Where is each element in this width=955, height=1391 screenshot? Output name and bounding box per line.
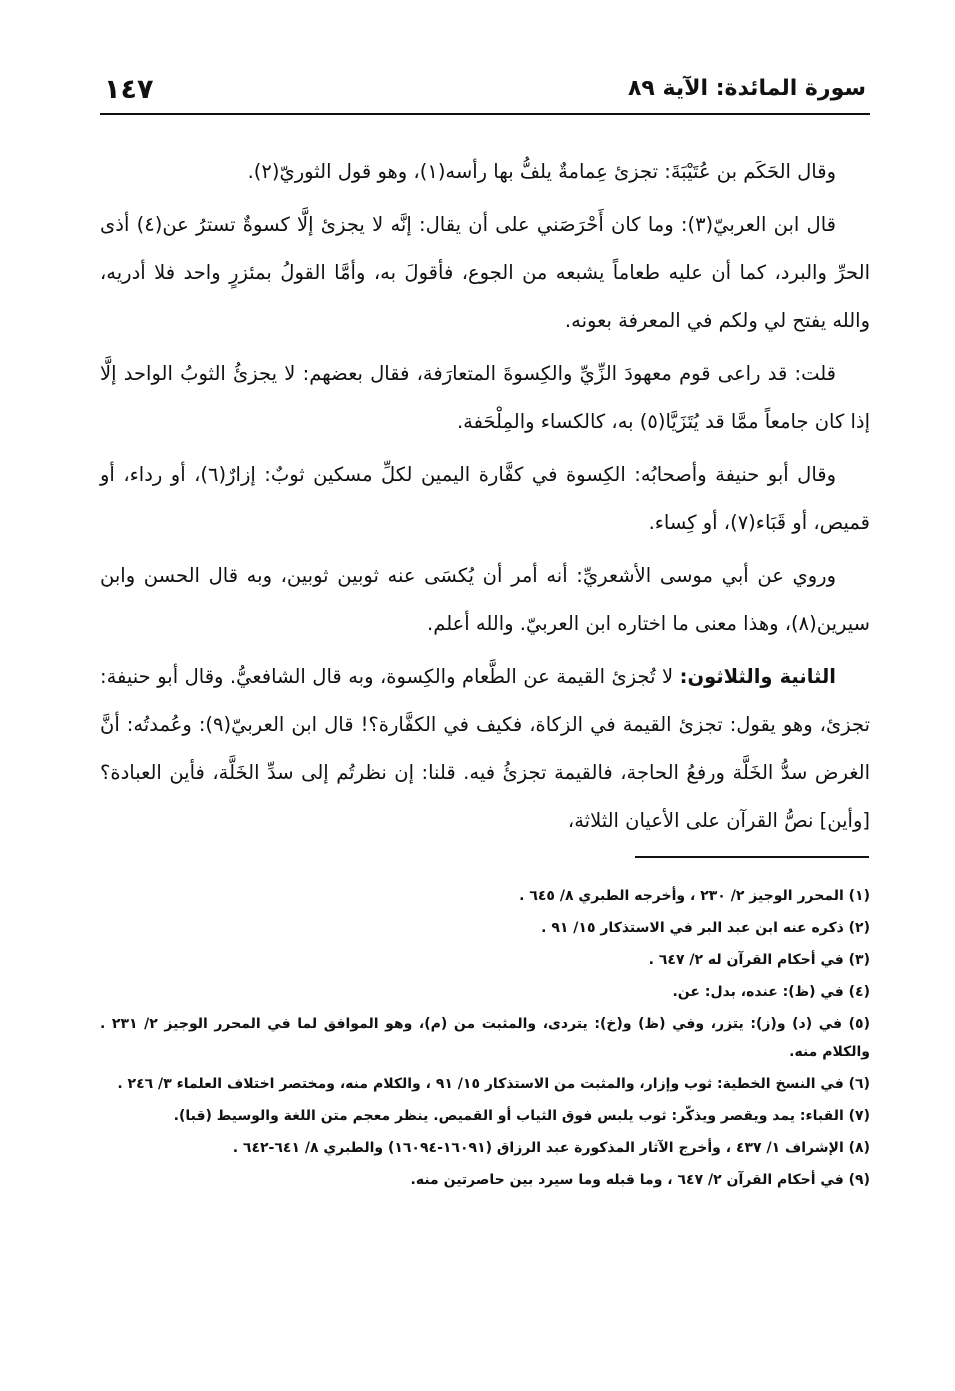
paragraph-text: وقال الحَكَم بن عُتَيْبَةَ: تجزئ عِمامةٌ يلفُّ بها رأسه(١)، وهو قول الثوريّ(٢). <box>247 160 836 183</box>
footnote: (٥) في (د) و(ز): يتزر، وفي (ظ) و(خ): يتردى، والمثبت من (م)، وهو الموافق لما في المحرر الوجيز ٢/ ٢٣١ . والكلام منه. <box>100 1016 870 1060</box>
footnote: (٣) في أحكام القرآن له ٢/ ٦٤٧ . <box>648 952 870 968</box>
paragraph <box>100 148 870 196</box>
paragraph-lead: الثانية والثلاثون: <box>679 665 836 688</box>
main-text <box>100 148 870 850</box>
paragraph-text: وقال أبو حنيفة وأصحابُه: الكِسوة في كفَّارة اليمين لكلِّ مسكين ثوبٌ: إزارٌ(٦)، أو رداء، أو قميص، أو قَبَاء(٧)، أو كِساء. <box>100 463 870 534</box>
running-header <box>100 70 870 110</box>
footnote: (٢) ذكره عنه ابن عبد البر في الاستذكار ١٥/ ٩١ . <box>541 920 870 936</box>
page-number: ١٤٧ <box>104 74 154 105</box>
paragraph <box>100 653 870 845</box>
paragraph-text: قلت: قد راعى قوم معهودَ الزِّيِّ والكِسوةَ المتعارَفة، فقال بعضهم: لا يجزئُ الثوبُ الواحد إلَّا إذا كان جامعاً ممَّا قد يُتَزَيَّا(٥) به، كالكساء والمِلْحَفة. <box>100 362 870 433</box>
header-rule <box>100 113 870 115</box>
paragraph <box>100 451 870 547</box>
footnotes <box>100 882 870 1198</box>
footnote: (٧) القباء: يمد ويقصر ويذكّر: ثوب يلبس فوق الثياب أو القميص. ينظر معجم متن اللغة والوسيط (قبا). <box>173 1108 870 1124</box>
paragraph <box>100 350 870 446</box>
paragraph-text: وروي عن أبي موسى الأشعريِّ: أنه أمر أن يُكسَى عنه ثوبين ثوبين، وبه قال الحسن وابن سيرين(٨)، وهذا معنى ما اختاره ابن العربيّ. والله أعلم. <box>100 564 870 635</box>
paragraph-text: لا تُجزئ القيمة عن الطَّعام والكِسوة، وبه قال الشافعيُّ. وقال أبو حنيفة: تجزئ، وهو يقول: تجزئ القيمة في الزكاة، فكيف في الكفَّارة؟! قال ابن العربيّ(٩): وعُمدتُه: أنَّ الغرض سدُّ الخَلَّة ورفعُ الحاجة، فالقيمة تجزئُ فيه. قلنا: إن نظرتُم إلى سدِّ الخَلَّة، فأين العبادة؟ [وأين] نصُّ القرآن على الأعيان الثلاثة، <box>100 665 870 832</box>
paragraph <box>100 552 870 648</box>
footnote: (٩) في أحكام القرآن ٢/ ٦٤٧ ، وما قبله وما سيرد بين حاصرتين منه. <box>410 1172 870 1188</box>
footnote: (١) المحرر الوجيز ٢/ ٢٣٠ ، وأخرجه الطبري ٨/ ٦٤٥ . <box>519 888 870 904</box>
footnote-rule <box>635 856 869 858</box>
paragraph-text: قال ابن العربيّ(٣): وما كان أَحْرَصَني على أن يقال: إنَّه لا يجزئ إلَّا كسوةٌ تسترُ عن(٤) أذى الحرِّ والبرد، كما أن عليه طعاماً يشبعه من الجوع، فأقولَ به، وأمَّا القولُ بمئزرٍ واحد فلا أدريه، والله يفتح لي ولكم في المعرفة بعونه. <box>100 213 870 332</box>
footnote: (٤) في (ظ): عنده، بدل: عن. <box>672 984 870 1000</box>
header-title: سورة المائدة: الآية ٨٩ <box>627 76 866 101</box>
footnote: (٨) الإشراف ١/ ٤٣٧ ، وأخرج الآثار المذكورة عبد الرزاق (١٦٠٩١-١٦٠٩٤) والطبري ٨/ ٦٤١-٦٤٢ . <box>232 1140 870 1156</box>
paragraph <box>100 201 870 345</box>
footnote: (٦) في النسخ الخطية: ثوب وإزار، والمثبت من الاستذكار ١٥/ ٩١ ، والكلام منه، ومختصر اختلاف العلماء ٣/ ٢٤٦ . <box>117 1076 870 1092</box>
